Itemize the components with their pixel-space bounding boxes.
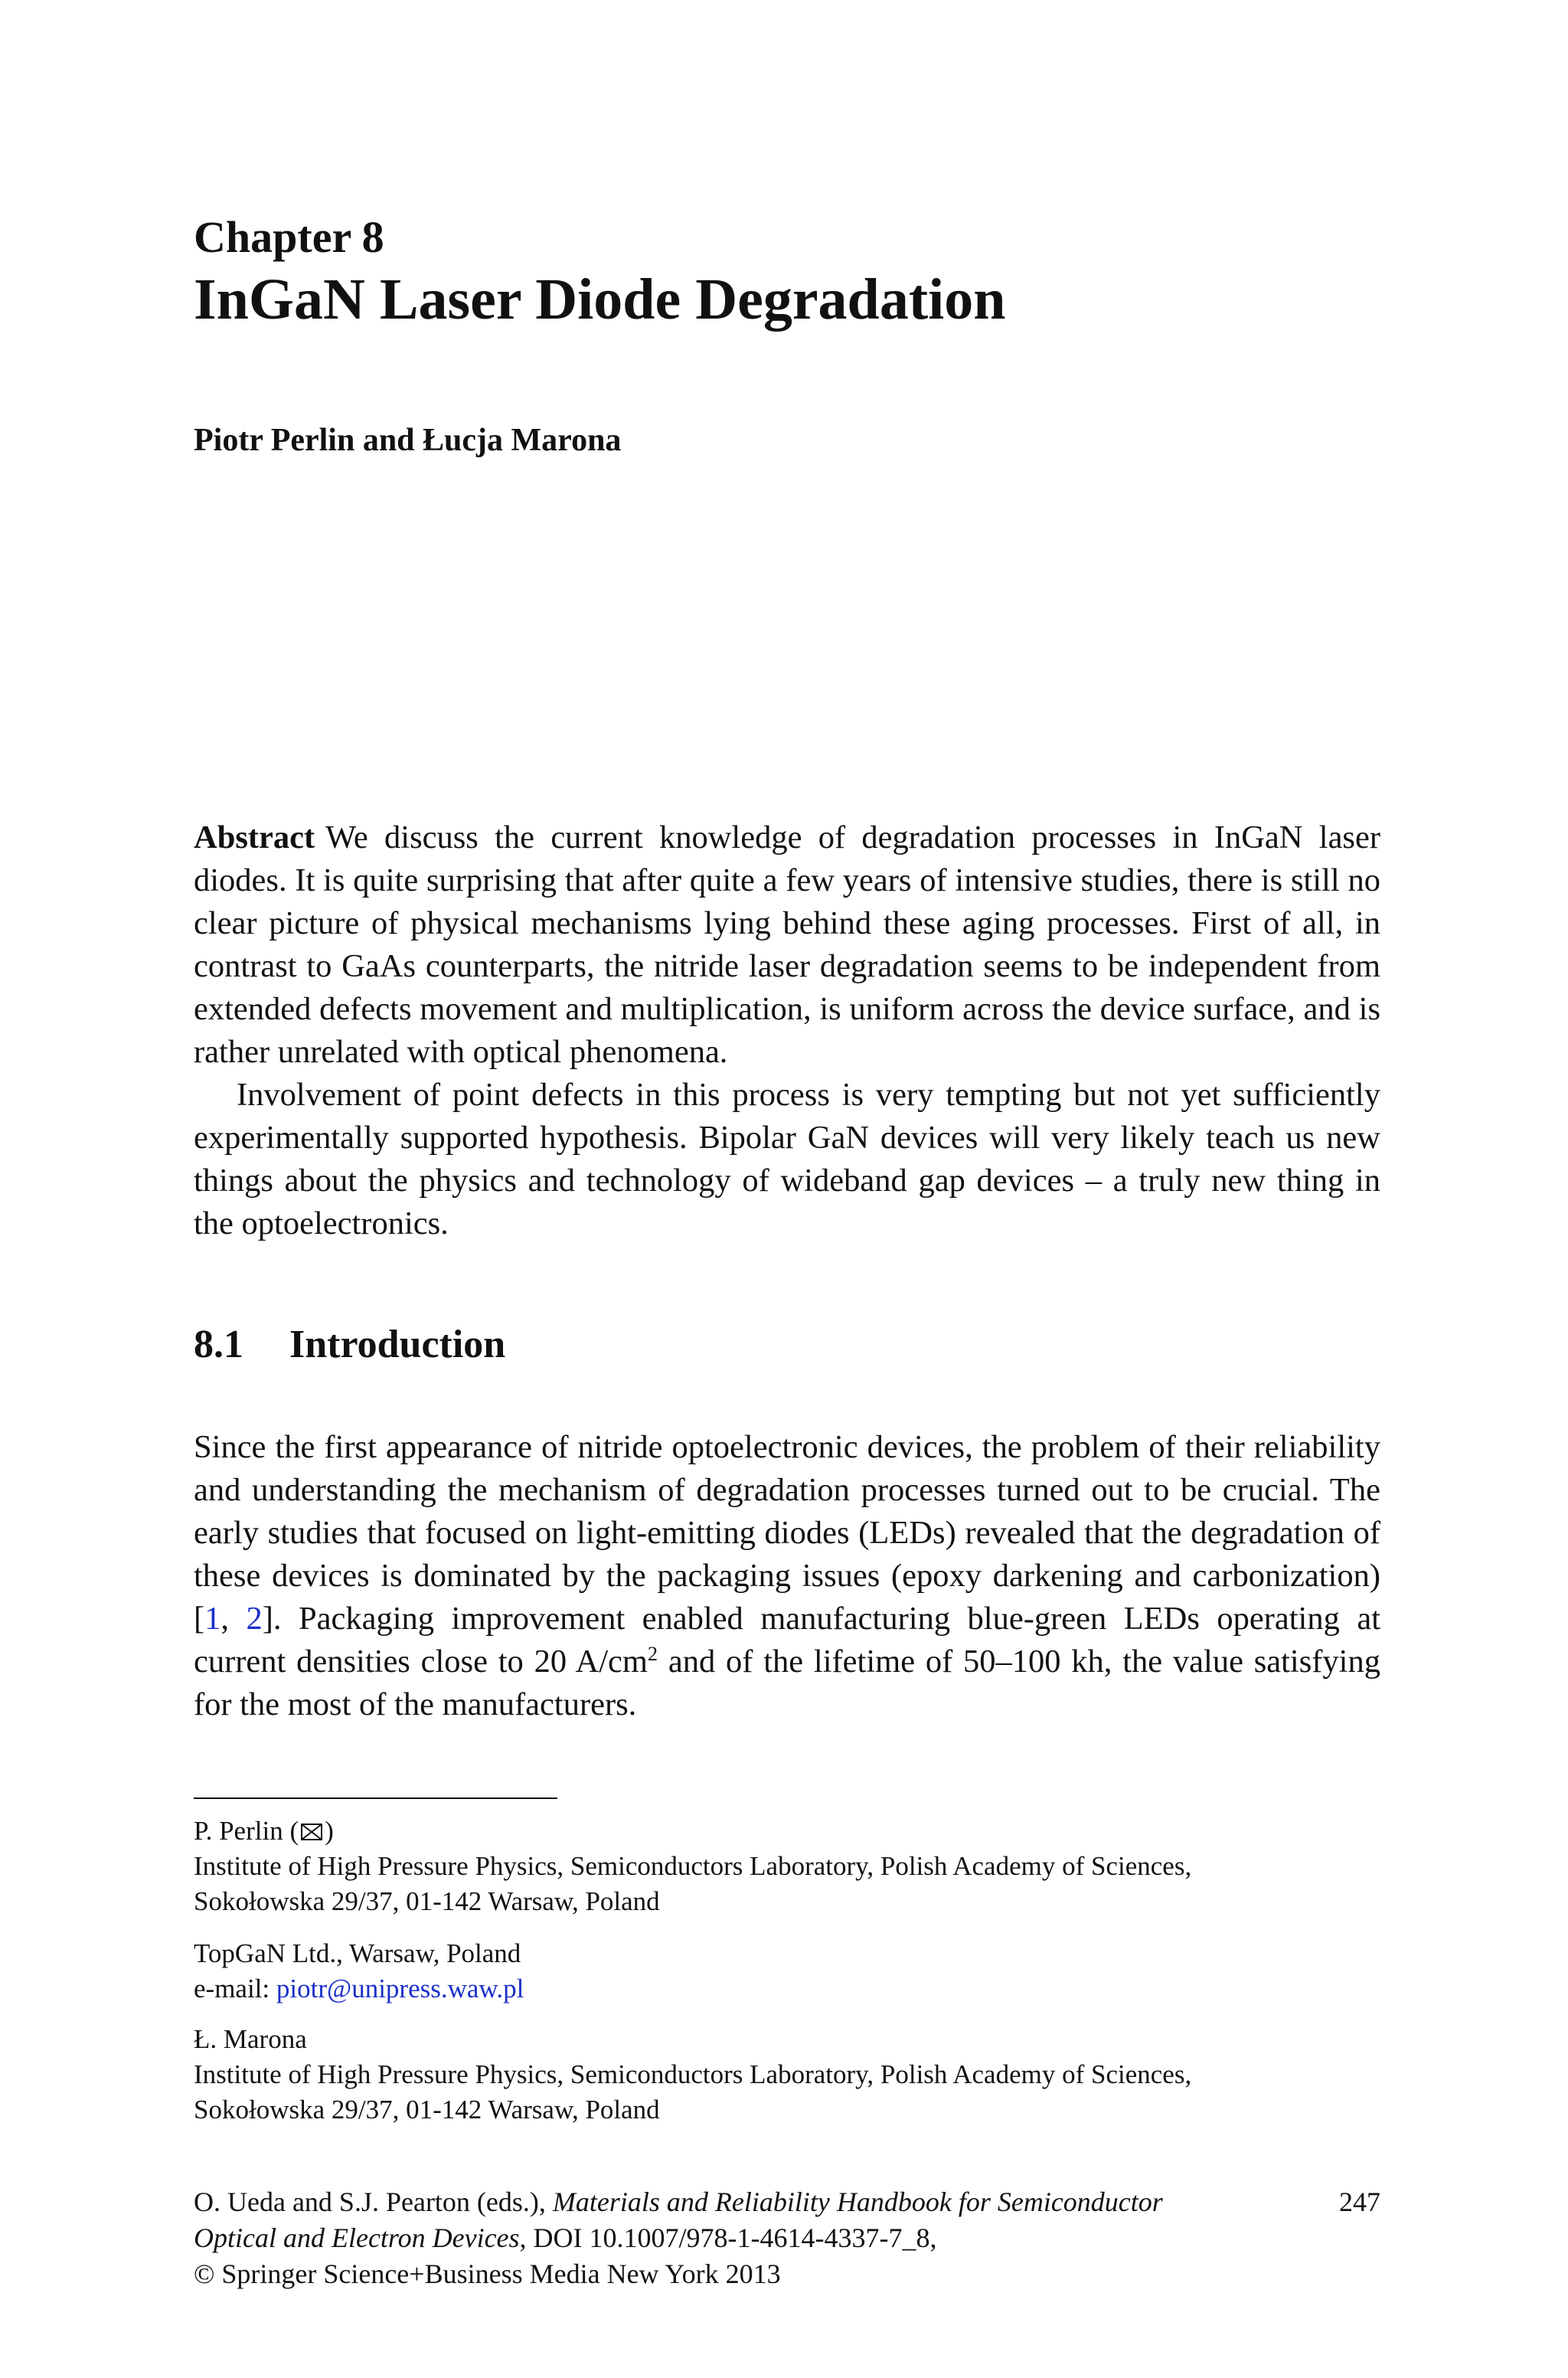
section-title: Introduction	[289, 1323, 506, 1366]
citation-doi: , DOI 10.1007/978-1-4614-4337-7_8,	[519, 2223, 937, 2253]
footnote-company	[194, 1936, 1380, 2007]
book-citation	[194, 2184, 1304, 2292]
reference-link-2[interactable]: 2	[246, 1601, 263, 1637]
author-1-company: TopGaN Ltd., Warsaw, Poland	[194, 1938, 521, 1968]
author-2-affiliation-line-2: Sokołowska 29/37, 01-142 Warsaw, Poland	[194, 2095, 660, 2124]
citation-line-2	[194, 2220, 1304, 2256]
footnote-divider	[194, 1797, 557, 1799]
author-2-affiliation-line-1: Institute of High Pressure Physics, Semiconductors Laboratory, Polish Academy of Sciences,	[194, 2059, 1192, 2089]
reference-link-1[interactable]: 1	[204, 1601, 221, 1637]
citation-book-title-1: Materials and Reliability Handbook for Semiconductor	[552, 2187, 1163, 2217]
chapter-title: InGaN Laser Diode Degradation	[194, 267, 1006, 332]
citation-copyright: Springer Science+Business Media New York 2013	[214, 2259, 781, 2289]
section-number: 8.1	[194, 1323, 243, 1366]
introduction-body	[194, 1426, 1380, 1726]
intro-text-part-2: ]. Packaging improvement enabled manufacturing blue-green LEDs operating at current densities close to 20 A/cm	[194, 1601, 1381, 1680]
citation-book-title-2: Optical and Electron Devices	[194, 2223, 520, 2253]
author-2-name: Ł. Marona	[194, 2024, 307, 2054]
citation-editors: O. Ueda and S.J. Pearton (eds.),	[194, 2187, 553, 2217]
email-label: e-mail:	[194, 1974, 276, 2003]
author-1-name-close: )	[325, 1816, 334, 1846]
superscript-2: 2	[647, 1642, 658, 1665]
intro-text-part-3: and of the lifetime of 50–100 kh, the value satisfying for the most of the manufacturers.	[194, 1644, 1380, 1722]
author-1-name: P. Perlin (	[194, 1816, 299, 1846]
reference-separator: ,	[220, 1601, 247, 1637]
chapter-label: Chapter 8	[194, 212, 384, 262]
abstract-text-1: We discuss the current knowledge of degradation processes in InGaN laser diodes. It is quite surprising that after quite a few years of intensive studies, there is still no clear picture of physical mechanisms lying behind these aging processes. First of all, in contrast to GaAs counterparts, the nitride laser degradation seems to be independent from extended defects movement and multiplication, is uniform across the device surface, and is rather unrelated with optical phenomena.	[194, 819, 1380, 1070]
abstract-paragraph-1	[194, 816, 1380, 1074]
author-1-affiliation-line-1: Institute of High Pressure Physics, Semiconductors Laboratory, Polish Academy of Sciences,	[194, 1851, 1192, 1881]
introduction-paragraph	[194, 1426, 1380, 1726]
copyright-symbol: ©	[194, 2259, 215, 2289]
citation-line-3	[194, 2256, 1304, 2292]
section-heading	[194, 1321, 505, 1369]
footnote-author-1	[194, 1814, 1380, 1919]
abstract	[194, 816, 1380, 1245]
email-link[interactable]: piotr@unipress.waw.pl	[276, 1974, 524, 2003]
abstract-paragraph-2: Involvement of point defects in this process is very tempting but not yet sufficiently experimentally supported hypothesis. Bipolar GaN devices will very likely teach us new things about the physics and technology of wideband gap devices – a truly new thing in the optoelectronics.	[194, 1077, 1380, 1241]
page-number: 247	[1339, 2187, 1380, 2217]
email-line	[194, 1971, 1380, 2007]
envelope-icon	[300, 1822, 323, 1842]
citation-line-1	[194, 2184, 1304, 2220]
author-1-line	[194, 1814, 1380, 1849]
footnote-author-2	[194, 2022, 1380, 2128]
intro-text-part-1: Since the first appearance of nitride optoelectronic devices, the problem of their reliability and understanding the mechanism of degradation processes turned out to be crucial. The early studies that focused on light-emitting diodes (LEDs) revealed that the degradation of these devices is dominated by the packaging issues (epoxy darkening and carbonization) [	[194, 1429, 1380, 1637]
abstract-label: Abstract	[194, 819, 315, 855]
chapter-authors: Piotr Perlin and Łucja Marona	[194, 423, 622, 458]
author-1-affiliation-line-2: Sokołowska 29/37, 01-142 Warsaw, Poland	[194, 1886, 660, 1916]
